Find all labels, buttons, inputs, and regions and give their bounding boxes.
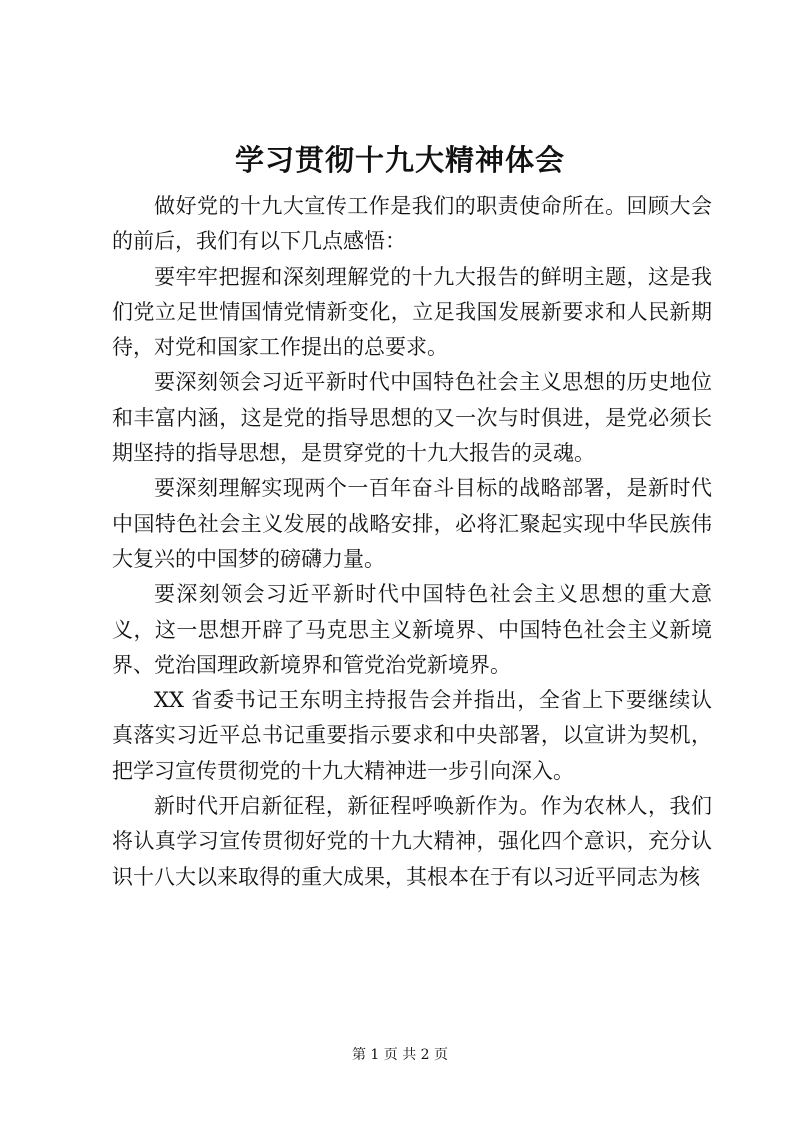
document-title: 学习贯彻十九大精神体会 xyxy=(234,143,565,177)
paragraph-2: 要牢牢把握和深刻理解党的十九大报告的鲜明主题，这是我们党立足世情国情党情新变化，立足我国发展新要求和人民新期待，对党和国家工作提出的总要求。 xyxy=(112,264,712,360)
page-footer: 第 1 页 共 2 页 xyxy=(351,1047,449,1063)
paragraph-5: 要深刻领会习近平新时代中国特色社会主义思想的重大意义，这一思想开辟了马克思主义新境界、中国特色社会主义新境界、党治国理政新境界和管党治党新境界。 xyxy=(112,582,712,677)
paragraph-3: 要深刻领会习近平新时代中国特色社会主义思想的历史地位和丰富内涵，这是党的指导思想的又一次与时俱进，是党必须长期坚持的指导思想，是贯穿党的十九大报告的灵魂。 xyxy=(112,370,712,466)
paragraph-1: 做好党的十九大宣传工作是我们的职责使命所在。回顾大会的前后，我们有以下几点感悟： xyxy=(112,194,712,254)
paragraph-4: 要深刻理解实现两个一百年奋斗目标的战略部署，是新时代中国特色社会主义发展的战略安排，必将汇聚起实现中华民族伟大复兴的中国梦的磅礴力量。 xyxy=(112,476,712,571)
paragraph-6: XX 省委书记王东明主持报告会并指出，全省上下要继续认真落实习近平总书记重要指示要求和中央部署，以宣讲为契机，把学习宣传贯彻党的十九大精神进一步引向深入。 xyxy=(112,688,712,783)
document-body xyxy=(112,189,712,895)
paragraph-7: 新时代开启新征程，新征程呼唤新作为。作为农林人，我们将认真学习宣传贯彻好党的十九大精神，强化四个意识，充分认识十八大以来取得的重大成果，其根本在于有以习近平同志为核 xyxy=(112,794,712,889)
